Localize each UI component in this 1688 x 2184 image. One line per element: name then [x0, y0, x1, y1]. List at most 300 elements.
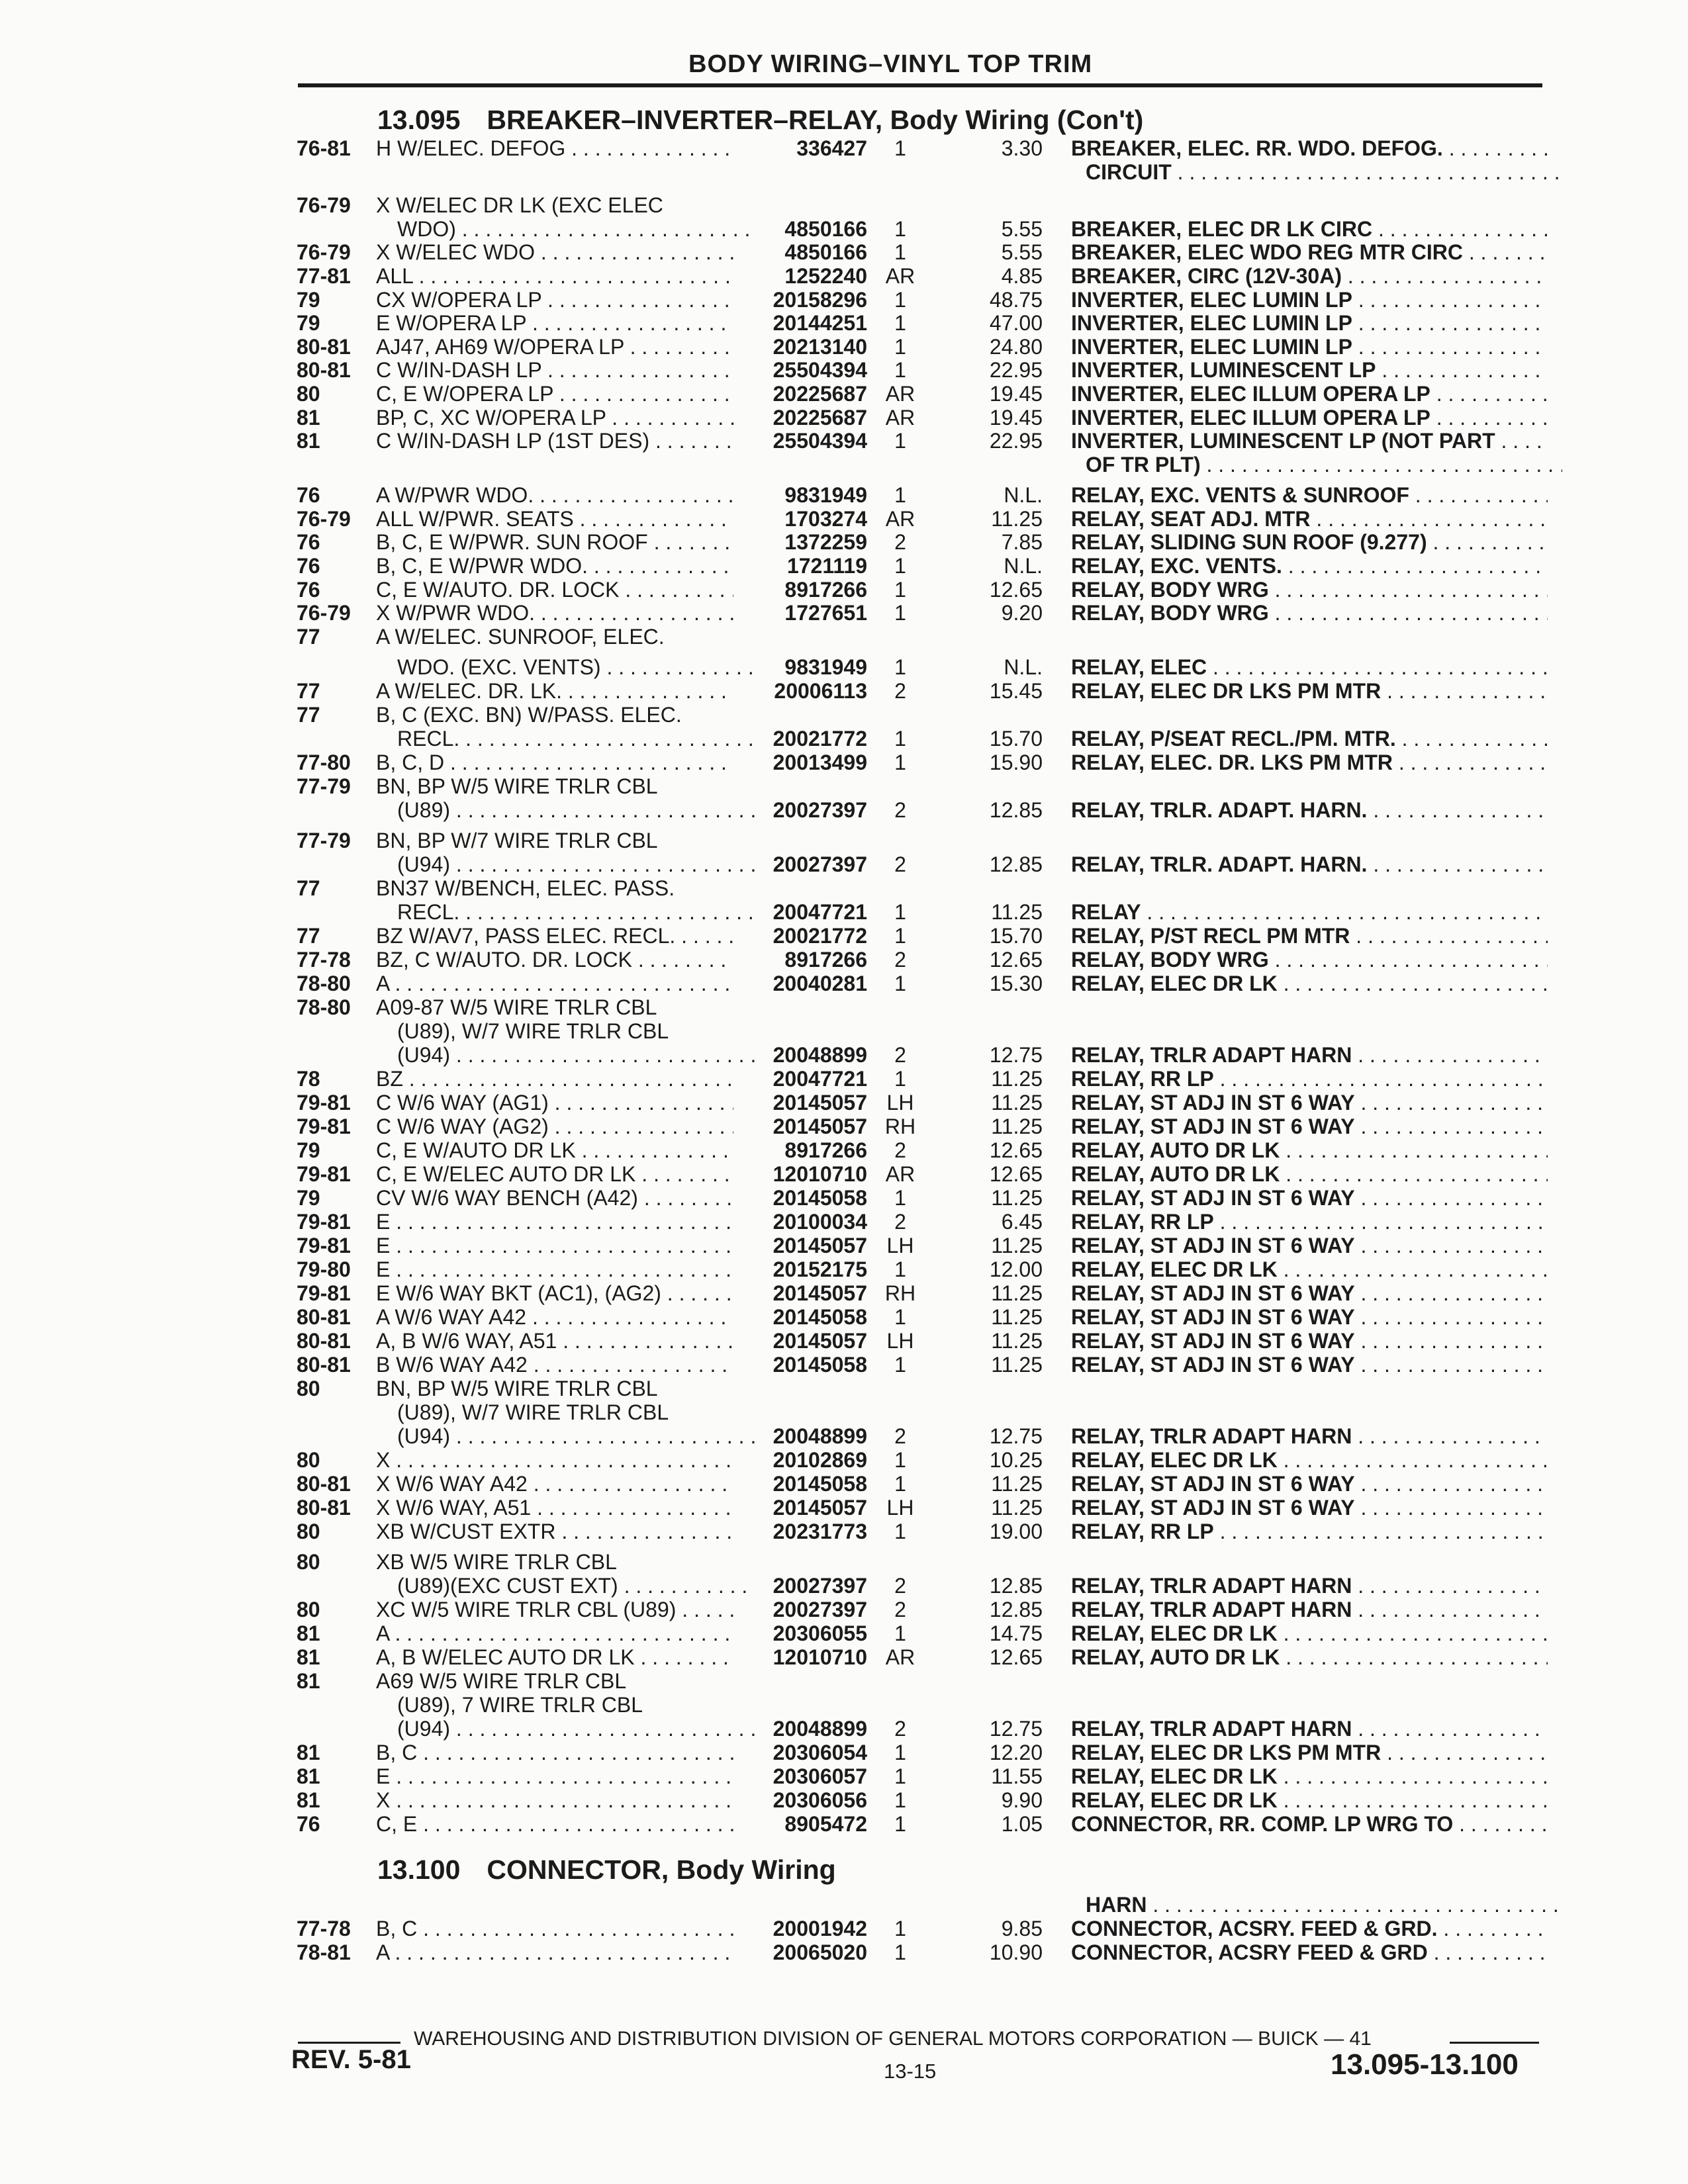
model-cell: WDO. (EXC. VENTS) . . . [397, 655, 755, 680]
quantity-cell: 1 [894, 1940, 906, 1964]
part-number-cell: 25504394 [773, 358, 867, 382]
year-cell: 80-81 [297, 1496, 351, 1520]
part-number-cell: 20100034 [773, 1210, 867, 1234]
table-row [0, 679, 1688, 703]
quantity-cell: 1 [894, 358, 906, 382]
quantity-cell: 1 [894, 1520, 906, 1543]
quantity-cell: 1 [894, 655, 906, 679]
description-cell: INVERTER, ELEC LUMIN LP . . . [1071, 335, 1548, 359]
year-cell: 80-81 [297, 1472, 351, 1496]
part-number-cell: 20001942 [773, 1917, 867, 1940]
table-row [0, 1353, 1688, 1377]
part-number-cell: 1721119 [786, 554, 867, 578]
model-cell: C, E W/AUTO DR LK . . . [376, 1138, 733, 1163]
model-cell: X W/6 WAY A42 . . . [376, 1472, 733, 1496]
price-cell: 5.55 [1001, 240, 1043, 264]
model-cell: B, C, D . . . [376, 751, 733, 775]
quantity-cell: 2 [894, 679, 906, 703]
year-cell: 76 [297, 530, 320, 554]
quantity-cell: LH [886, 1329, 914, 1353]
year-cell: 81 [297, 1621, 320, 1645]
model-cell: X W/PWR WDO. . . . [376, 601, 733, 625]
footer-rule-left [298, 2042, 400, 2044]
table-row [0, 1210, 1688, 1234]
part-number-cell: 336427 [796, 136, 867, 160]
year-cell: 79-81 [297, 1210, 351, 1234]
table-row [0, 1940, 1688, 1964]
model-cell: ALL . . . [376, 264, 733, 289]
price-cell: 48.75 [989, 288, 1043, 312]
model-cell: BN, BP W/5 WIRE TRLR CBL [376, 1377, 658, 1400]
description-cell: INVERTER, LUMINESCENT LP (NOT PART . . . [1071, 429, 1548, 453]
description-cell: RELAY, ELEC DR LK . . . [1071, 972, 1548, 996]
table-row [0, 852, 1688, 876]
quantity-cell: 1 [894, 217, 906, 241]
model-cell: CX W/OPERA LP . . . [376, 288, 733, 312]
table-row [0, 507, 1688, 531]
year-cell: 81 [297, 406, 320, 430]
price-cell: 6.45 [1001, 1210, 1043, 1234]
price-cell: 9.90 [1001, 1788, 1043, 1812]
table-row [0, 1019, 1688, 1043]
price-cell: 11.25 [991, 1353, 1043, 1377]
description-cell: INVERTER, ELEC LUMIN LP . . . [1071, 288, 1548, 312]
year-cell: 77 [297, 679, 320, 703]
table-row [0, 1424, 1688, 1448]
model-cell: E W/OPERA LP . . . [376, 311, 733, 336]
description-cell: RELAY, ELEC DR LK . . . [1071, 1764, 1548, 1789]
year-cell: 79-81 [297, 1162, 351, 1186]
description-cell: RELAY, SLIDING SUN ROOF (9.277) . . . [1071, 530, 1548, 555]
model-cell: (U89), W/7 WIRE TRLR CBL [397, 1400, 669, 1424]
part-number-cell: 20145057 [773, 1091, 867, 1115]
quantity-cell: 1 [894, 288, 906, 312]
part-number-cell: 20021772 [773, 727, 867, 751]
price-cell: 12.85 [989, 852, 1043, 876]
year-cell: 79-81 [297, 1281, 351, 1305]
part-number-cell: 1727651 [784, 601, 867, 625]
part-number-cell: 20145058 [773, 1305, 867, 1329]
price-cell: 11.25 [991, 1329, 1043, 1353]
quantity-cell: 1 [894, 1448, 906, 1472]
model-cell: AJ47, AH69 W/OPERA LP . . . [376, 335, 733, 359]
model-cell: E . . . [376, 1257, 733, 1282]
table-row [0, 1917, 1688, 1940]
part-number-cell: 8905472 [784, 1812, 867, 1836]
price-cell: 11.25 [991, 1281, 1043, 1305]
table-row [0, 1067, 1688, 1091]
description-cell: RELAY, AUTO DR LK . . . [1071, 1645, 1548, 1670]
description-cell: BREAKER, ELEC WDO REG MTR CIRC . . . [1071, 240, 1548, 265]
table-row [0, 655, 1688, 679]
part-number-cell: 20047721 [773, 900, 867, 924]
part-number-cell: 20306054 [773, 1741, 867, 1764]
year-cell: 76-79 [297, 240, 351, 264]
model-cell: BN37 W/BENCH, ELEC. PASS. [376, 876, 675, 900]
year-cell: 76-79 [297, 601, 351, 625]
quantity-cell: 1 [894, 311, 906, 335]
description-cell: RELAY, ST ADJ IN ST 6 WAY . . . [1071, 1091, 1548, 1115]
table-row [0, 751, 1688, 774]
price-cell: 19.45 [989, 382, 1043, 406]
price-cell: 11.25 [991, 1234, 1043, 1257]
table-row [0, 625, 1688, 649]
table-row [0, 311, 1688, 335]
table-row [0, 798, 1688, 822]
model-cell: BZ W/AV7, PASS ELEC. RECL. . . . [376, 924, 733, 948]
quantity-cell: 1 [894, 727, 906, 751]
model-cell: (U94) . . . [397, 1424, 755, 1449]
price-cell: 9.85 [1001, 1917, 1043, 1940]
description-cell: BREAKER, ELEC DR LK CIRC . . . [1071, 217, 1548, 242]
table-row [0, 1281, 1688, 1305]
part-number-cell: 20152175 [773, 1257, 867, 1281]
description-cell: INVERTER, ELEC LUMIN LP . . . [1071, 311, 1548, 336]
part-number-cell: 20048899 [773, 1717, 867, 1741]
model-cell: B W/6 WAY A42 . . . [376, 1353, 733, 1377]
part-number-cell: 20145057 [773, 1234, 867, 1257]
table-row [0, 1234, 1688, 1257]
model-cell: C W/IN-DASH LP (1ST DES) . . . [376, 429, 733, 453]
table-row [0, 1520, 1688, 1543]
quantity-cell: AR [885, 406, 915, 430]
year-cell: 80-81 [297, 1305, 351, 1329]
model-cell: A W/ELEC. SUNROOF, ELEC. [376, 625, 665, 649]
description-cell: RELAY, ST ADJ IN ST 6 WAY . . . [1071, 1281, 1548, 1306]
description-cell: RELAY, ST ADJ IN ST 6 WAY . . . [1071, 1186, 1548, 1210]
price-cell: 11.25 [991, 1091, 1043, 1115]
part-number-cell: 20048899 [773, 1424, 867, 1448]
model-cell: XB W/CUST EXTR . . . [376, 1520, 733, 1544]
model-cell: X W/ELEC DR LK (EXC ELEC [376, 193, 663, 217]
price-cell: 12.85 [989, 1574, 1043, 1598]
price-cell: 11.25 [991, 1496, 1043, 1520]
year-cell: 80 [297, 1550, 320, 1574]
part-number-cell: 20306056 [773, 1788, 867, 1812]
model-cell: X . . . [376, 1448, 733, 1473]
year-cell: 80-81 [297, 1353, 351, 1377]
model-cell: C, E W/OPERA LP . . . [376, 382, 733, 406]
price-cell: 12.85 [989, 798, 1043, 822]
part-number-cell: 8917266 [784, 1138, 867, 1162]
year-cell: 77-79 [297, 774, 351, 798]
year-cell: 79 [297, 1138, 320, 1162]
description-cell: RELAY, RR LP . . . [1071, 1520, 1548, 1544]
table-row [0, 1574, 1688, 1598]
year-cell: 79-80 [297, 1257, 351, 1281]
part-number-cell: 20027397 [773, 852, 867, 876]
table-row [0, 406, 1688, 430]
table-row [0, 774, 1688, 798]
price-cell: 7.85 [1001, 530, 1043, 554]
table-row [0, 453, 1688, 477]
description-cell: RELAY, ST ADJ IN ST 6 WAY . . . [1071, 1115, 1548, 1139]
quantity-cell: 2 [894, 1424, 906, 1448]
year-cell: 78 [297, 1067, 320, 1091]
description-cell: RELAY, TRLR ADAPT HARN . . . [1071, 1043, 1548, 1068]
description-cell: RELAY, ELEC DR LKS PM MTR . . . [1071, 679, 1548, 704]
table-row [0, 924, 1688, 948]
price-cell: 12.20 [989, 1741, 1043, 1764]
part-number-cell: 20145057 [773, 1115, 867, 1138]
part-number-cell: 20225687 [773, 406, 867, 430]
model-cell: A, B W/6 WAY, A51 . . . [376, 1329, 733, 1353]
model-cell: A W/PWR WDO. . . . [376, 483, 733, 508]
quantity-cell: LH [886, 1091, 914, 1115]
price-cell: 9.20 [1001, 601, 1043, 625]
model-cell: C W/6 WAY (AG2) . . . [376, 1115, 733, 1139]
table-row [0, 1472, 1688, 1496]
price-cell: N.L. [1004, 483, 1043, 507]
table-row [0, 1621, 1688, 1645]
model-cell: B, C, E W/PWR WDO. . . . [376, 554, 733, 578]
table-row [0, 1693, 1688, 1717]
table-row [0, 1717, 1688, 1741]
model-cell: A . . . [376, 972, 733, 996]
table-row [0, 1893, 1688, 1917]
part-number-cell: 4850166 [784, 217, 867, 241]
description-cell: BREAKER, ELEC. RR. WDO. DEFOG. . . . [1071, 136, 1548, 161]
year-cell: 76-81 [297, 136, 351, 160]
description-cell: RELAY, BODY WRG . . . [1071, 948, 1548, 972]
price-cell: 11.25 [991, 1305, 1043, 1329]
table-row [0, 1764, 1688, 1788]
table-row [0, 1788, 1688, 1812]
year-cell: 80 [297, 1598, 320, 1621]
year-cell: 80 [297, 1520, 320, 1543]
section-title: BREAKER–INVERTER–RELAY, Body Wiring (Con't) [487, 105, 1144, 135]
description-cell: RELAY, SEAT ADJ. MTR . . . [1071, 507, 1548, 531]
price-cell: 15.45 [989, 679, 1043, 703]
description-cell: RELAY, ELEC DR LK . . . [1071, 1257, 1548, 1282]
section-number: 13.100 [377, 1854, 461, 1885]
year-cell: 80-81 [297, 1329, 351, 1353]
year-cell: 81 [297, 429, 320, 453]
part-number-cell: 1252240 [784, 264, 867, 288]
price-cell: 4.85 [1001, 264, 1043, 288]
table-row [0, 193, 1688, 217]
description-cell: RELAY, EXC. VENTS. . . . [1071, 554, 1548, 578]
model-cell: BZ . . . [376, 1067, 733, 1091]
model-cell: WDO) . . . [397, 217, 755, 242]
year-cell: 77 [297, 924, 320, 948]
year-cell: 77-78 [297, 1917, 351, 1940]
table-row [0, 1741, 1688, 1764]
quantity-cell: 1 [894, 483, 906, 507]
year-cell: 80-81 [297, 358, 351, 382]
description-cell: INVERTER, ELEC ILLUM OPERA LP . . . [1071, 382, 1548, 406]
part-number-cell: 20306057 [773, 1764, 867, 1788]
price-cell: 12.85 [989, 1598, 1043, 1621]
table-row [0, 483, 1688, 507]
quantity-cell: 2 [894, 852, 906, 876]
quantity-cell: RH [884, 1115, 916, 1138]
model-cell: B, C, E W/PWR. SUN ROOF . . . [376, 530, 733, 555]
table-row [0, 601, 1688, 625]
model-cell: X W/6 WAY, A51 . . . [376, 1496, 733, 1520]
year-cell: 80 [297, 1377, 320, 1400]
quantity-cell: 1 [894, 1257, 906, 1281]
description-cell: CONNECTOR, ACSRY FEED & GRD . . . [1071, 1940, 1548, 1965]
price-cell: 12.65 [989, 1162, 1043, 1186]
price-cell: 15.30 [989, 972, 1043, 995]
description-cell: INVERTER, ELEC ILLUM OPERA LP . . . [1071, 406, 1548, 430]
table-row [0, 972, 1688, 995]
part-number-cell: 8917266 [784, 948, 867, 972]
table-row [0, 429, 1688, 453]
model-cell: BN, BP W/5 WIRE TRLR CBL [376, 774, 658, 798]
quantity-cell: 1 [894, 924, 906, 948]
year-cell: 77 [297, 625, 320, 649]
model-cell: (U89)(EXC CUST EXT) . . . [397, 1574, 755, 1598]
description-cell: RELAY, ST ADJ IN ST 6 WAY . . . [1071, 1234, 1548, 1258]
quantity-cell: 1 [894, 972, 906, 995]
quantity-cell: 2 [894, 948, 906, 972]
model-cell: RECL. . . . [397, 727, 755, 751]
quantity-cell: 1 [894, 1067, 906, 1091]
quantity-cell: 1 [894, 1621, 906, 1645]
year-cell: 76 [297, 554, 320, 578]
description-cell: RELAY, BODY WRG . . . [1071, 601, 1548, 625]
description-cell: BREAKER, CIRC (12V-30A) . . . [1071, 264, 1548, 289]
table-row [0, 1377, 1688, 1400]
part-number-cell: 20027397 [773, 1598, 867, 1621]
year-cell: 76 [297, 1812, 320, 1836]
part-number-cell: 20145058 [773, 1353, 867, 1377]
table-row [0, 160, 1688, 184]
model-cell: BN, BP W/7 WIRE TRLR CBL [376, 829, 658, 852]
description-cell: RELAY . . . [1071, 900, 1548, 925]
quantity-cell: 2 [894, 1598, 906, 1621]
table-row [0, 335, 1688, 359]
model-cell: BZ, C W/AUTO. DR. LOCK . . . [376, 948, 733, 972]
quantity-cell: 2 [894, 1717, 906, 1741]
model-cell: H W/ELEC. DEFOG . . . [376, 136, 733, 161]
part-number-cell: 20027397 [773, 1574, 867, 1598]
part-number-cell: 20145057 [773, 1281, 867, 1305]
year-cell: 79 [297, 1186, 320, 1210]
table-row [0, 1186, 1688, 1210]
price-cell: 19.00 [989, 1520, 1043, 1543]
price-cell: 11.25 [991, 1472, 1043, 1496]
description-cell: RELAY, ELEC DR LKS PM MTR . . . [1071, 1741, 1548, 1765]
model-cell: X W/ELEC WDO . . . [376, 240, 733, 265]
year-cell: 76-79 [297, 507, 351, 531]
description-cell: RELAY, TRLR ADAPT HARN . . . [1071, 1598, 1548, 1622]
part-number-cell: 1372259 [784, 530, 867, 554]
year-cell: 76 [297, 483, 320, 507]
price-cell: 12.65 [989, 1138, 1043, 1162]
quantity-cell: 1 [894, 136, 906, 160]
table-row [0, 1645, 1688, 1669]
table-row [0, 727, 1688, 751]
revision-label: REV. 5-81 [291, 2045, 411, 2074]
table-row [0, 358, 1688, 382]
quantity-cell: LH [886, 1496, 914, 1520]
page-title: BODY WIRING–VINYL TOP TRIM [688, 50, 1093, 78]
table-row [0, 217, 1688, 241]
model-cell: E . . . [376, 1210, 733, 1234]
model-cell: (U89) . . . [397, 798, 755, 823]
description-cell: RELAY, ELEC. DR. LKS PM MTR . . . [1071, 751, 1548, 775]
table-row [0, 1162, 1688, 1186]
price-cell: 12.65 [989, 578, 1043, 602]
part-number-cell: 8917266 [784, 578, 867, 602]
price-cell: 14.75 [989, 1621, 1043, 1645]
model-cell: B, C (EXC. BN) W/PASS. ELEC. [376, 703, 682, 727]
description-cell: RELAY, EXC. VENTS & SUNROOF . . . [1071, 483, 1548, 508]
quantity-cell: 2 [894, 1138, 906, 1162]
part-number-cell: 25504394 [773, 429, 867, 453]
part-number-cell: 20047721 [773, 1067, 867, 1091]
quantity-cell: 1 [894, 900, 906, 924]
part-number-cell: 20013499 [773, 751, 867, 774]
price-cell: 12.75 [989, 1043, 1043, 1067]
quantity-cell: 1 [894, 601, 906, 625]
table-row [0, 1138, 1688, 1162]
description-cell: RELAY, RR LP . . . [1071, 1210, 1548, 1234]
quantity-cell: 2 [894, 530, 906, 554]
price-cell: 12.65 [989, 948, 1043, 972]
model-cell: A W/6 WAY A42 . . . [376, 1305, 733, 1330]
description-cell: RELAY, ST ADJ IN ST 6 WAY . . . [1071, 1305, 1548, 1330]
quantity-cell: 2 [894, 1574, 906, 1598]
quantity-cell: 1 [894, 429, 906, 453]
table-row [0, 1669, 1688, 1693]
quantity-cell: 1 [894, 240, 906, 264]
model-cell: BP, C, XC W/OPERA LP . . . [376, 406, 733, 430]
description-cell: RELAY, TRLR. ADAPT. HARN. . . . [1071, 798, 1548, 823]
price-cell: 24.80 [989, 335, 1043, 359]
part-number-cell: 1703274 [784, 507, 867, 531]
section-heading-13-095 [377, 105, 1143, 136]
table-row [0, 578, 1688, 602]
price-cell: 15.70 [989, 924, 1043, 948]
description-cell: RELAY, ELEC DR LK . . . [1071, 1621, 1548, 1646]
part-number-cell: 20306055 [773, 1621, 867, 1645]
model-cell: C, E W/AUTO. DR. LOCK . . . [376, 578, 733, 602]
price-cell: 47.00 [989, 311, 1043, 335]
price-cell: 12.65 [989, 1645, 1043, 1669]
price-cell: N.L. [1004, 655, 1043, 679]
price-cell: 11.25 [991, 1115, 1043, 1138]
part-number-cell: 20158296 [773, 288, 867, 312]
price-cell: 11.25 [991, 507, 1043, 531]
quantity-cell: LH [886, 1234, 914, 1257]
part-number-cell: 4850166 [784, 240, 867, 264]
quantity-cell: 1 [894, 1353, 906, 1377]
page-number: 13-15 [884, 2060, 937, 2083]
description-cell: RELAY, ELEC DR LK . . . [1071, 1788, 1548, 1813]
table-row [0, 1448, 1688, 1472]
table-row [0, 1091, 1688, 1115]
year-cell: 77-80 [297, 751, 351, 774]
quantity-cell: 1 [894, 1186, 906, 1210]
quantity-cell: 1 [894, 1788, 906, 1812]
price-cell: 5.55 [1001, 217, 1043, 241]
year-cell: 76 [297, 578, 320, 602]
table-row [0, 288, 1688, 312]
description-cell: RELAY, P/SEAT RECL./PM. MTR. . . . [1071, 727, 1548, 751]
table-row [0, 382, 1688, 406]
table-row [0, 1812, 1688, 1836]
quantity-cell: 1 [894, 1812, 906, 1836]
model-cell: ALL W/PWR. SEATS . . . [376, 507, 733, 531]
part-number-cell: 20213140 [773, 335, 867, 359]
model-cell: (U94) . . . [397, 1717, 755, 1741]
table-row [0, 1043, 1688, 1067]
part-number-cell: 20225687 [773, 382, 867, 406]
